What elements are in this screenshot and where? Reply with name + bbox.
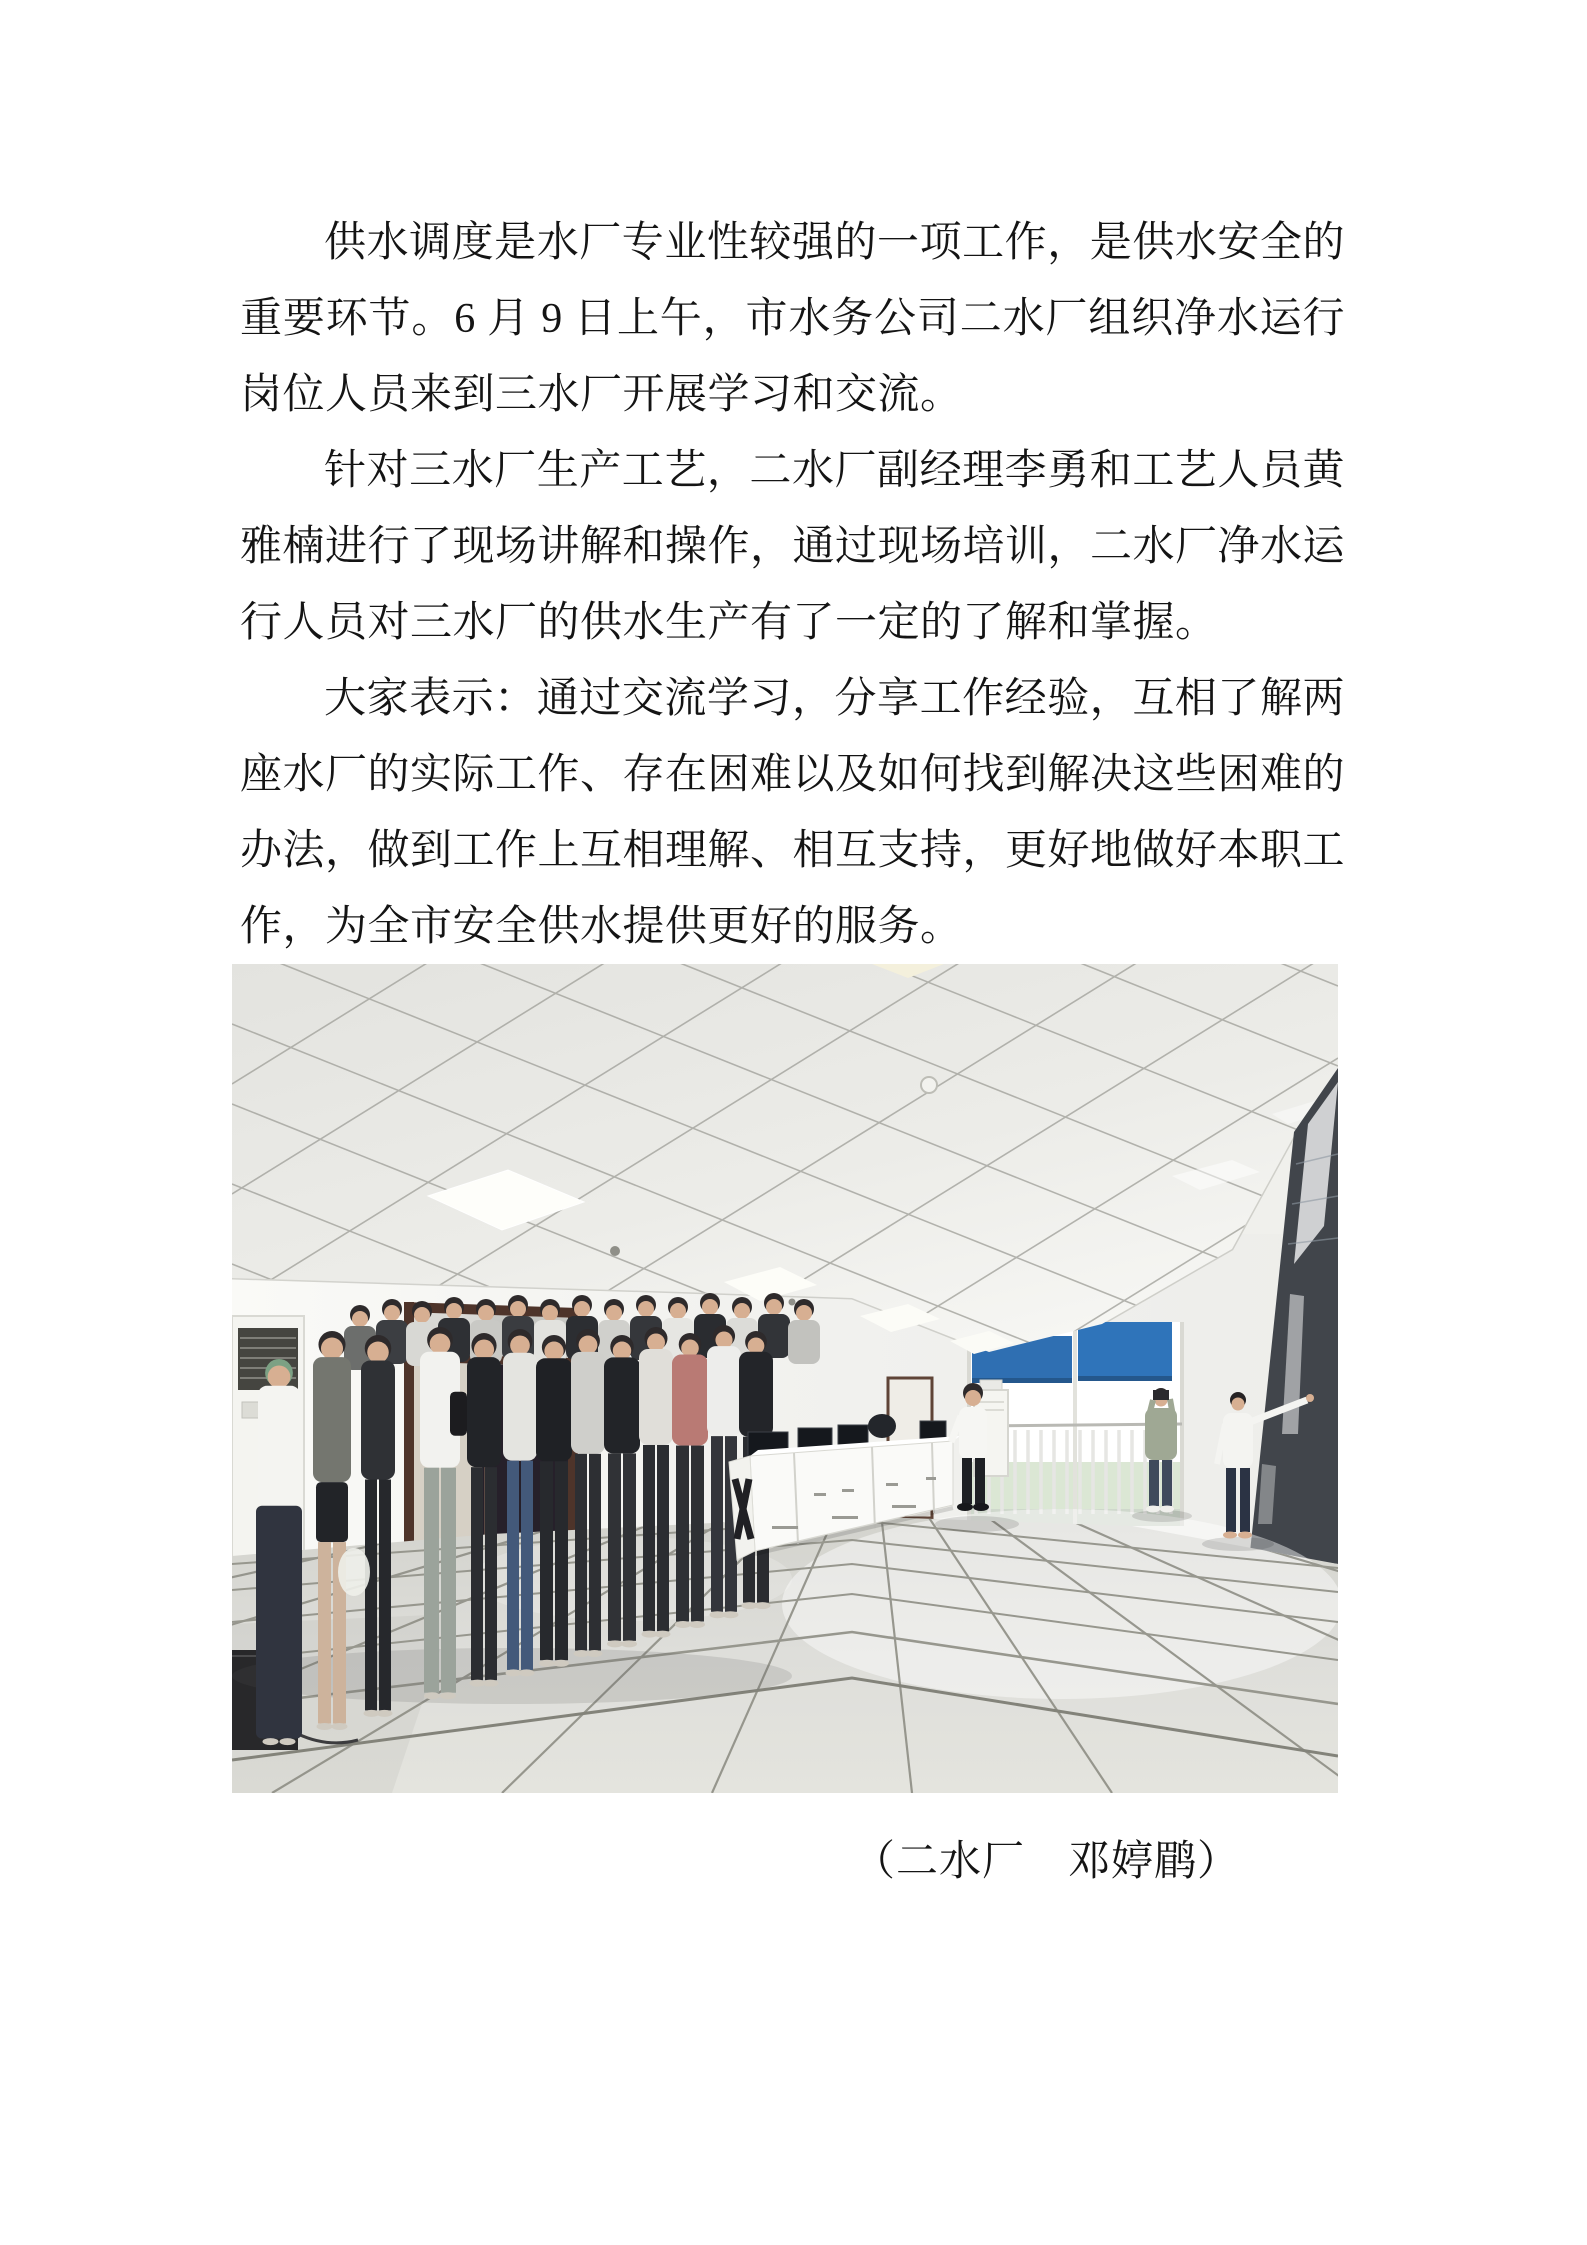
smoke-detector-icon [610, 1246, 620, 1256]
byline-caption: （二水厂 邓婷鹛） [853, 1839, 1241, 1885]
paragraph-line: 行人员对三水厂的供水生产有了一定的了解和掌握。 [240, 600, 1218, 646]
paragraph-line: 办法，做到工作上互相理解、相互支持，更好地做好本职工 [240, 828, 1345, 874]
article-body [240, 205, 1345, 965]
paragraph [240, 433, 1345, 661]
paragraph-line: 岗位人员来到三水厂开展学习和交流。 [240, 372, 963, 418]
paragraph-line: 大家表示：通过交流学习，分享工作经验，互相了解两 [324, 676, 1345, 722]
plastic-bag [338, 1548, 370, 1596]
paragraph-line: 作，为全市安全供水提供更好的服务。 [240, 904, 963, 950]
paragraph-line: 座水厂的实际工作、存在困难以及如何找到解决这些困难的 [240, 752, 1345, 798]
paragraph [240, 661, 1345, 965]
paragraph-line: 雅楠进行了现场讲解和操作，通过现场培训，二水厂净水运 [240, 524, 1345, 570]
paragraph-line: 针对三水厂生产工艺，二水厂副经理李勇和工艺人员黄 [324, 448, 1345, 494]
paragraph-line: 重要环节。6 月 9 日上午，市水务公司二水厂组织净水运行 [240, 296, 1345, 342]
person-front-row [256, 1359, 302, 1745]
paragraph-line: 供水调度是水厂专业性较强的一项工作，是供水安全的 [324, 220, 1345, 266]
site-visit-photo [232, 964, 1338, 1793]
smoke-detector-icon [921, 1077, 937, 1093]
paragraph [240, 205, 1345, 433]
